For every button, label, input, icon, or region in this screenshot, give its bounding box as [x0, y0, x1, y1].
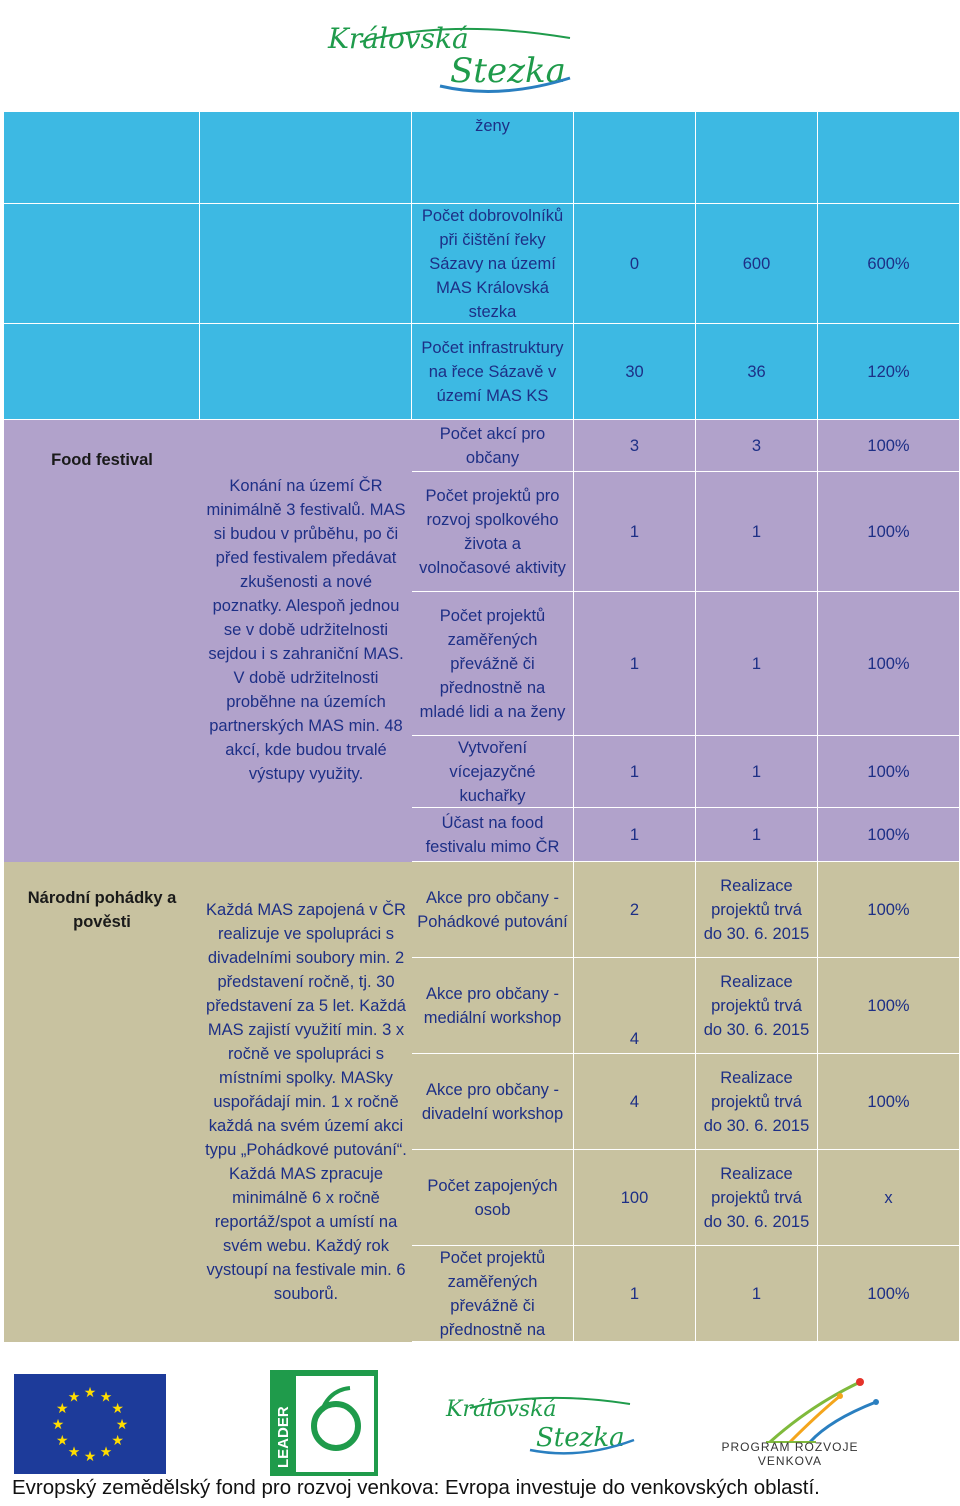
start-value-cell: 1	[574, 592, 696, 736]
indicator-cell: Počet projektů zaměřených převážně či přednostně na	[412, 1246, 574, 1342]
eu-star-icon: ★	[115, 1416, 129, 1432]
start-value-cell: 100	[574, 1150, 696, 1246]
percent-cell: 120%	[818, 324, 960, 420]
target-value-cell: 1	[696, 1246, 818, 1342]
target-value-cell: Realizace projektů trvá do 30. 6. 2015	[696, 1150, 818, 1246]
indicator-cell: Vytvoření vícejazyčné kuchařky	[412, 736, 574, 808]
table-row	[4, 324, 960, 420]
leader-label: LEADER	[275, 1406, 292, 1468]
table-row	[4, 862, 960, 958]
target-value-cell: 1	[696, 472, 818, 592]
target-value-cell: 1	[696, 592, 818, 736]
table-row	[4, 112, 960, 204]
footer-logos	[0, 1368, 960, 1478]
footer-caption: Evropský zemědělský fond pro rozvoj venkova: Evropa investuje do venkovských oblastí.	[12, 1476, 820, 1499]
percent-cell: x	[818, 1150, 960, 1246]
eu-flag-icon	[14, 1374, 166, 1474]
table-row	[4, 1150, 960, 1246]
eu-star-icon: ★	[83, 1384, 97, 1400]
percent-cell: 100%	[818, 1246, 960, 1342]
eu-star-icon: ★	[67, 1443, 81, 1460]
header-logo	[320, 8, 580, 98]
table-row	[4, 1054, 960, 1150]
start-value-cell: 1	[574, 472, 696, 592]
start-value-cell: 0	[574, 204, 696, 324]
target-value-cell: 36	[696, 324, 818, 420]
indicator-cell: ženy	[412, 112, 574, 204]
indicator-cell: Počet projektů zaměřených převážně či přednostně na mladé lidi a na ženy	[412, 592, 574, 736]
eu-star-icon: ★	[56, 1432, 69, 1448]
prv-wheat-icon	[690, 1376, 890, 1448]
indicator-cell: Účast na food festivalu mimo ČR	[412, 808, 574, 862]
program-rozvoje-venkova-logo	[690, 1376, 890, 1472]
eu-star-icon: ★	[67, 1388, 81, 1405]
target-value-cell: 1	[696, 808, 818, 862]
indicator-cell: Počet akcí pro občany	[412, 420, 574, 472]
eu-star-icon: ★	[111, 1432, 124, 1448]
indicator-table	[4, 112, 960, 1342]
eu-star-icon: ★	[99, 1388, 113, 1405]
group-name-fairy-tales: Národní pohádky a pověsti	[27, 889, 177, 931]
percent-cell: 100%	[818, 808, 960, 862]
table-row	[4, 1246, 960, 1342]
indicator-cell: Počet dobrovolníků při čištění řeky Sázavy na území MAS Královská stezka	[412, 204, 574, 324]
start-value-cell: 2	[574, 862, 696, 958]
footer-logo-line-2: Stezka	[536, 1423, 625, 1453]
group-description-food-festival: Konání na území ČR minimálně 3 festivalů. MAS si budou v průběhu, po či před festivalem předávat zkušenosti a nové poznatky. Alespoň jednou se v době udržitelnosti sejdou i s zahraniční MAS. V době udržitelnosti proběhne na územích partnerských MAS min. 48 akcí, kde budou trvalé výstupy využity.	[206, 477, 406, 783]
start-value-cell: 1	[574, 736, 696, 808]
table-row	[4, 472, 960, 592]
eu-star-icon: ★	[111, 1400, 124, 1416]
start-value-cell: 4	[574, 1054, 696, 1150]
target-value-cell: 1	[696, 736, 818, 808]
percent-cell: 100%	[818, 420, 960, 472]
indicator-cell: Akce pro občany - mediální workshop	[412, 958, 574, 1054]
percent-cell: 100%	[818, 592, 960, 736]
indicator-cell: Počet infrastruktury na řece Sázavě v území MAS KS	[412, 324, 574, 420]
table-row	[4, 736, 960, 808]
percent-cell: 600%	[818, 204, 960, 324]
start-value-cell: 3	[574, 420, 696, 472]
percent-cell: 100%	[818, 1054, 960, 1150]
group-description-fairy-tales: Každá MAS zapojená v ČR realizuje ve spolupráci s divadelními soubory min. 2 představení ročně, tj. 30 představení za 5 let. Každá MAS zajistí využití min. 3 x ročně ve spolupráci s místními spolky. MASky uspořádají min. 1 x ročně každá na svém území akci typu „Pohádkové putování“. Každá MAS zpracuje minimálně 6 x ročně reportáž/spot a umístí na svém webu. Každý rok vystoupí na festivale min. 6 souborů.	[205, 901, 407, 1303]
target-value-cell: 3	[696, 420, 818, 472]
percent-cell: 100%	[818, 862, 960, 958]
target-value-cell: 600	[696, 204, 818, 324]
target-value-cell: Realizace projektů trvá do 30. 6. 2015	[696, 862, 818, 958]
eu-star-icon: ★	[99, 1443, 113, 1460]
eu-star-icon: ★	[83, 1448, 97, 1464]
logo-line-2: Stezka	[450, 51, 566, 91]
indicator-cell: Akce pro občany - divadelní workshop	[412, 1054, 574, 1150]
table-row	[4, 204, 960, 324]
table-row	[4, 958, 960, 1054]
start-value-cell: 4	[574, 958, 696, 1054]
eu-star-icon: ★	[51, 1416, 65, 1432]
start-value-cell: 1	[574, 808, 696, 862]
target-value-cell: Realizace projektů trvá do 30. 6. 2015	[696, 958, 818, 1054]
logo-line-1: Královská	[328, 22, 469, 55]
leader-logo-icon	[270, 1370, 378, 1476]
percent-cell: 100%	[818, 472, 960, 592]
percent-cell: 100%	[818, 958, 960, 1054]
eu-star-icon: ★	[56, 1400, 69, 1416]
percent-cell: 100%	[818, 736, 960, 808]
group-name-food-festival: Food festival	[51, 451, 153, 469]
table-row	[4, 420, 960, 472]
prv-label: PROGRAM ROZVOJE VENKOVA	[721, 1440, 859, 1468]
table-row	[4, 592, 960, 736]
table-row	[4, 808, 960, 862]
indicator-cell: Počet zapojených osob	[412, 1150, 574, 1246]
indicator-cell: Počet projektů pro rozvoj spolkového života a volnočasové aktivity	[412, 472, 574, 592]
start-value-cell: 1	[574, 1246, 696, 1342]
footer-logo-line-1: Královská	[446, 1397, 557, 1422]
kralovska-stezka-logo	[440, 1380, 640, 1460]
start-value-cell: 30	[574, 324, 696, 420]
indicator-cell: Akce pro občany - Pohádkové putování	[412, 862, 574, 958]
target-value-cell: Realizace projektů trvá do 30. 6. 2015	[696, 1054, 818, 1150]
